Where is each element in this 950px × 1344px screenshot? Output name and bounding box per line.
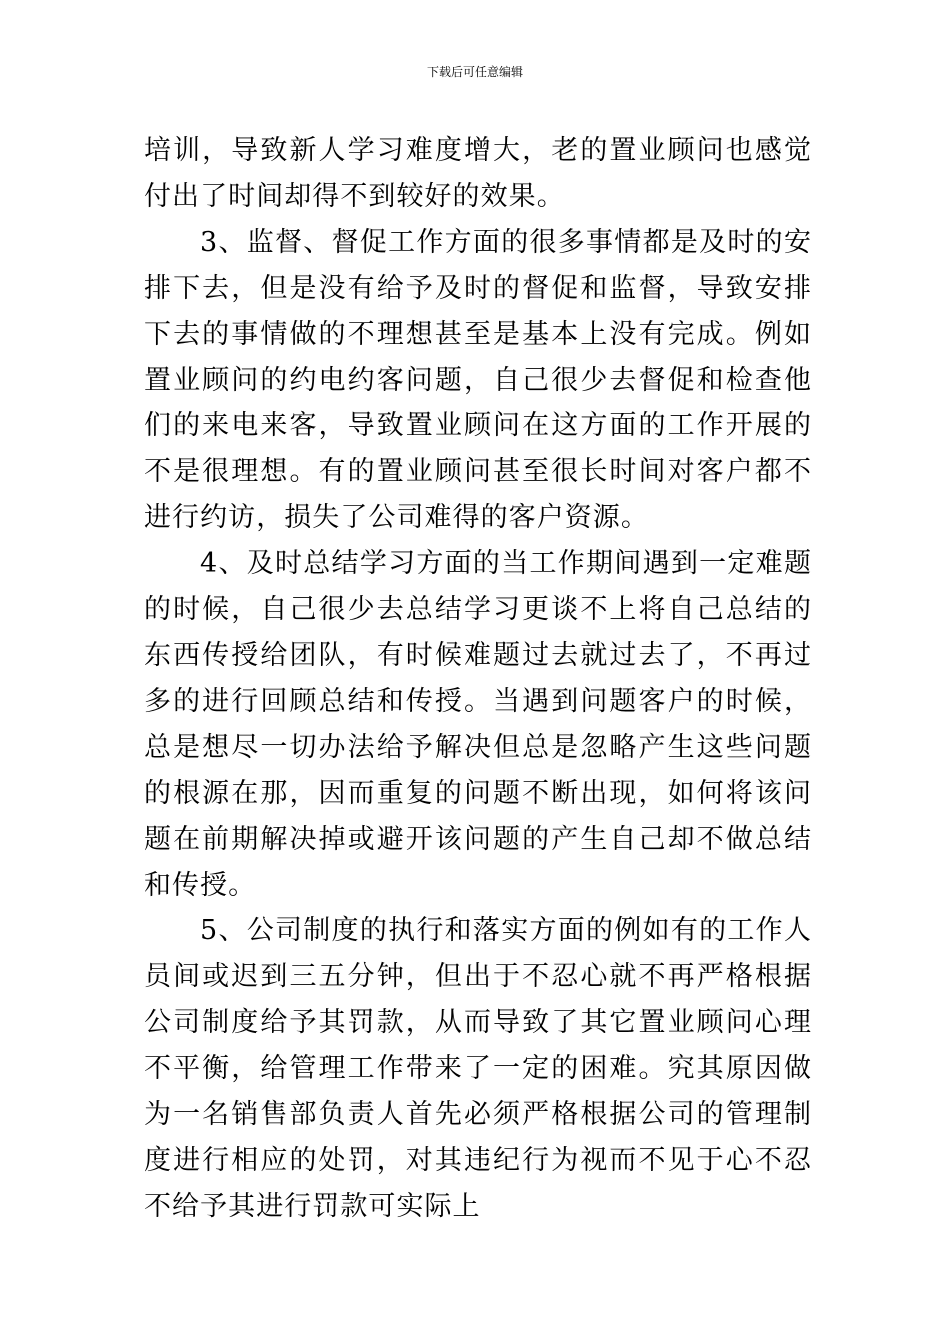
document-body	[144, 128, 812, 1230]
paragraph-item-4: 4、及时总结学习方面的当工作期间遇到一定难题的时候，自己很少去总结学习更谈不上将自己总结的东西传授给团队，有时候难题过去就过去了，不再过多的进行回顾总结和传授。当遇到问题客户的时候，总是想尽一切办法给予解决但总是忽略产生这些问题的根源在那，因而重复的问题不断出现，如何将该问题在前期解决掉或避开该问题的产生自己却不做总结和传授。	[144, 548, 812, 901]
paragraph-item-5: 5、公司制度的执行和落实方面的例如有的工作人员间或迟到三五分钟，但出于不忍心就不再严格根据公司制度给予其罚款，从而导致了其它置业顾问心理不平衡，给管理工作带来了一定的困难。究其原因做为一名销售部负责人首先必须严格根据公司的管理制度进行相应的处罚，对其违纪行为视而不见于心不忍不给予其进行罚款可实际上	[144, 915, 812, 1222]
paragraph-item-3: 3、监督、督促工作方面的很多事情都是及时的安排下去，但是没有给予及时的督促和监督，导致安排下去的事情做的不理想甚至是基本上没有完成。例如置业顾问的约电约客问题，自己很少去督促和检查他们的来电来客，导致置业顾问在这方面的工作开展的不是很理想。有的置业顾问甚至很长时间对客户都不进行约访，损失了公司难得的客户资源。	[144, 226, 812, 534]
paragraph-continuation: 培训，导致新人学习难度增大，老的置业顾问也感觉付出了时间却得不到较好的效果。	[144, 135, 812, 212]
page-header-note: 下载后可任意编辑	[426, 65, 523, 79]
